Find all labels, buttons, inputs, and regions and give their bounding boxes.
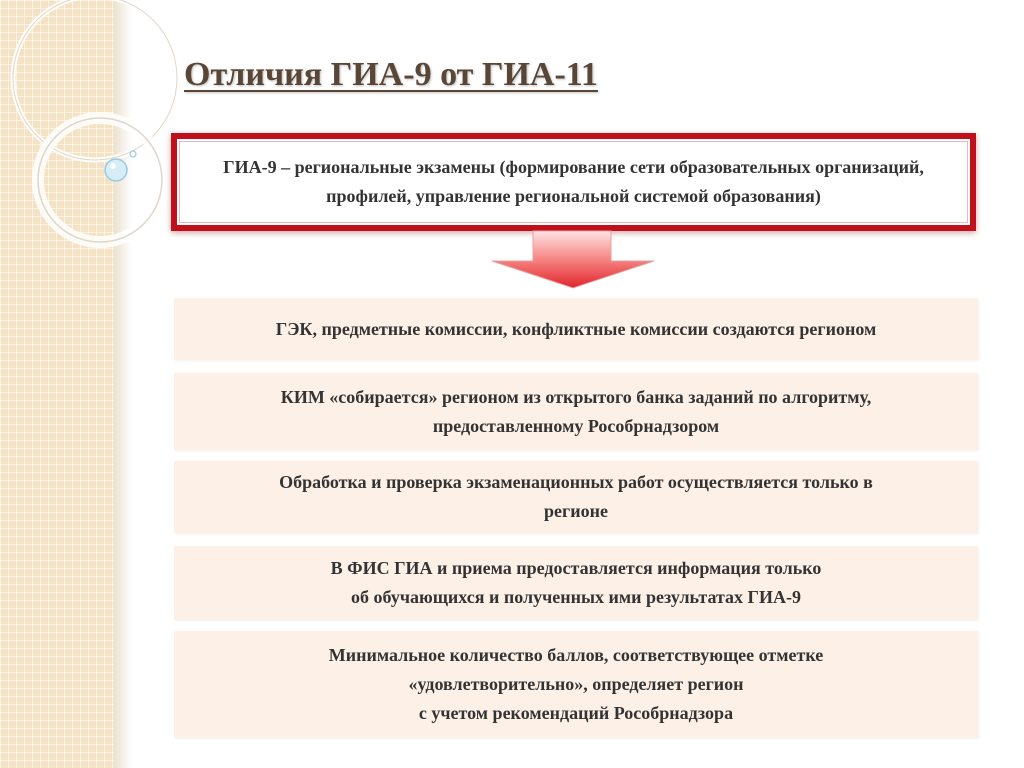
list-item [174,298,978,360]
highlight-text: ГИА-9 – региональные экзамены (формирование сети образовательных организаций, профилей, управление региональной системой образования) [223,157,924,206]
list-item-text: В ФИС ГИА и приема предоставляется информация только об обучающихся и полученных ими результатах ГИА-9 [330,558,822,607]
decorative-circles [0,0,180,300]
list-item [174,546,978,620]
list-item-text: Обработка и проверка экзаменационных работ осуществляется только в регионе [279,472,873,521]
list-item-text: Минимальное количество баллов, соответствующее отметке «удовлетворительно», определяет регион с учетом рекомендаций Рособрнадзора [328,645,824,723]
list-item [174,373,978,450]
list-item [174,461,978,533]
down-arrow-icon [490,229,656,291]
page-title: Отличия ГИА-9 от ГИА-11 [184,56,598,93]
list-item-text: ГЭК, предметные комиссии, конфликтные комиссии создаются регионом [275,318,877,339]
blue-bubble-icon [105,159,127,181]
list-item [174,631,978,738]
highlight-box [171,133,976,231]
list-item-text: КИМ «собирается» регионом из открытого банка заданий по алгоритму, предоставленному Рособрнадзором [280,386,872,436]
